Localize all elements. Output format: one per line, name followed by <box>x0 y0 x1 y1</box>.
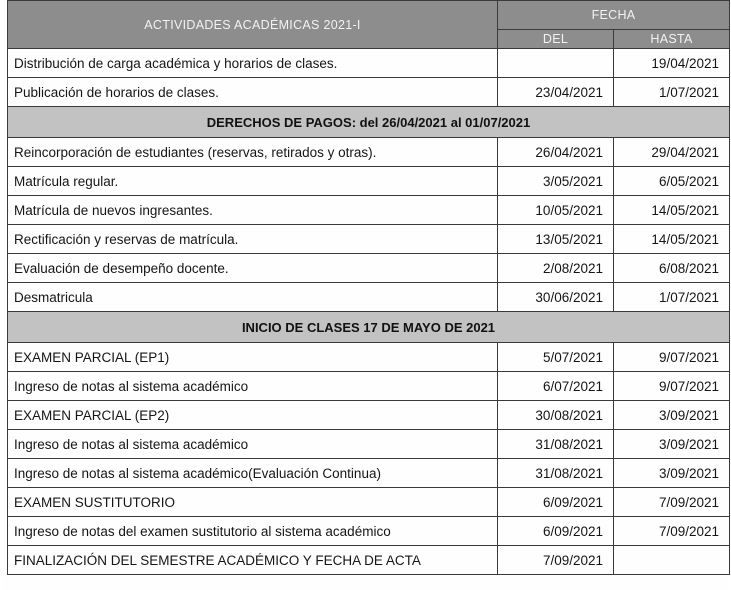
del-cell: 26/04/2021 <box>498 138 614 167</box>
table-row <box>8 225 730 254</box>
table-row <box>8 459 730 488</box>
hasta-cell: 1/07/2021 <box>614 78 730 107</box>
activities-header: ACTIVIDADES ACADÉMICAS 2021-I <box>8 1 498 49</box>
table-row <box>8 283 730 312</box>
activity-cell: Publicación de horarios de clases. <box>8 78 498 107</box>
table-row <box>8 343 730 372</box>
del-header: DEL <box>498 29 614 48</box>
table-row <box>8 488 730 517</box>
table-row <box>8 78 730 107</box>
del-cell: 10/05/2021 <box>498 196 614 225</box>
activity-cell: Distribución de carga académica y horarios de clases. <box>8 49 498 78</box>
del-cell: 23/04/2021 <box>498 78 614 107</box>
section-title: INICIO DE CLASES 17 DE MAYO DE 2021 <box>8 312 730 343</box>
hasta-cell: 7/09/2021 <box>614 488 730 517</box>
table-row <box>8 372 730 401</box>
activity-cell: FINALIZACIÓN DEL SEMESTRE ACADÉMICO Y FECHA DE ACTA <box>8 546 498 575</box>
del-cell: 30/06/2021 <box>498 283 614 312</box>
del-cell: 6/07/2021 <box>498 372 614 401</box>
del-cell: 2/08/2021 <box>498 254 614 283</box>
activity-cell: EXAMEN PARCIAL (EP1) <box>8 343 498 372</box>
activity-cell: Reincorporación de estudiantes (reservas, retirados y otras). <box>8 138 498 167</box>
table-row <box>8 430 730 459</box>
del-cell: 7/09/2021 <box>498 546 614 575</box>
del-cell: 3/05/2021 <box>498 167 614 196</box>
hasta-cell: 9/07/2021 <box>614 372 730 401</box>
section-row-classes <box>8 312 730 343</box>
del-cell: 31/08/2021 <box>498 459 614 488</box>
table-row <box>8 517 730 546</box>
del-cell: 6/09/2021 <box>498 517 614 546</box>
activity-cell: Rectificación y reservas de matrícula. <box>8 225 498 254</box>
activity-cell: Desmatricula <box>8 283 498 312</box>
calendar-document <box>2 0 729 590</box>
activity-cell: Ingreso de notas del examen sustitutorio al sistema académico <box>8 517 498 546</box>
hasta-cell: 6/08/2021 <box>614 254 730 283</box>
activity-cell: Ingreso de notas al sistema académico <box>8 430 498 459</box>
activity-cell: EXAMEN SUSTITUTORIO <box>8 488 498 517</box>
hasta-cell: 9/07/2021 <box>614 343 730 372</box>
hasta-cell: 14/05/2021 <box>614 225 730 254</box>
hasta-cell: 7/09/2021 <box>614 517 730 546</box>
section-row-payments <box>8 107 730 138</box>
hasta-cell: 6/05/2021 <box>614 167 730 196</box>
fecha-header: FECHA <box>498 1 730 30</box>
del-cell: 13/05/2021 <box>498 225 614 254</box>
table-row <box>8 167 730 196</box>
hasta-cell: 19/04/2021 <box>614 49 730 78</box>
del-cell: 30/08/2021 <box>498 401 614 430</box>
activity-cell: EXAMEN PARCIAL (EP2) <box>8 401 498 430</box>
table-row <box>8 401 730 430</box>
hasta-cell: 29/04/2021 <box>614 138 730 167</box>
del-cell: 31/08/2021 <box>498 430 614 459</box>
table-row <box>8 546 730 575</box>
academic-calendar-table <box>7 0 730 575</box>
section-title: DERECHOS DE PAGOS: del 26/04/2021 al 01/07/2021 <box>8 107 730 138</box>
del-cell: 6/09/2021 <box>498 488 614 517</box>
hasta-cell: 14/05/2021 <box>614 196 730 225</box>
hasta-header: HASTA <box>614 29 730 48</box>
table-row <box>8 254 730 283</box>
hasta-cell: 1/07/2021 <box>614 283 730 312</box>
hasta-cell: 3/09/2021 <box>614 430 730 459</box>
del-cell: 5/07/2021 <box>498 343 614 372</box>
hasta-cell: 3/09/2021 <box>614 459 730 488</box>
table-row <box>8 49 730 78</box>
activity-cell: Matrícula regular. <box>8 167 498 196</box>
activity-cell: Evaluación de desempeño docente. <box>8 254 498 283</box>
table-row <box>8 138 730 167</box>
activity-cell: Ingreso de notas al sistema académico <box>8 372 498 401</box>
table-row <box>8 196 730 225</box>
activity-cell: Ingreso de notas al sistema académico(Evaluación Continua) <box>8 459 498 488</box>
hasta-cell: 3/09/2021 <box>614 401 730 430</box>
activity-cell: Matrícula de nuevos ingresantes. <box>8 196 498 225</box>
del-cell <box>498 49 614 78</box>
hasta-cell <box>614 546 730 575</box>
